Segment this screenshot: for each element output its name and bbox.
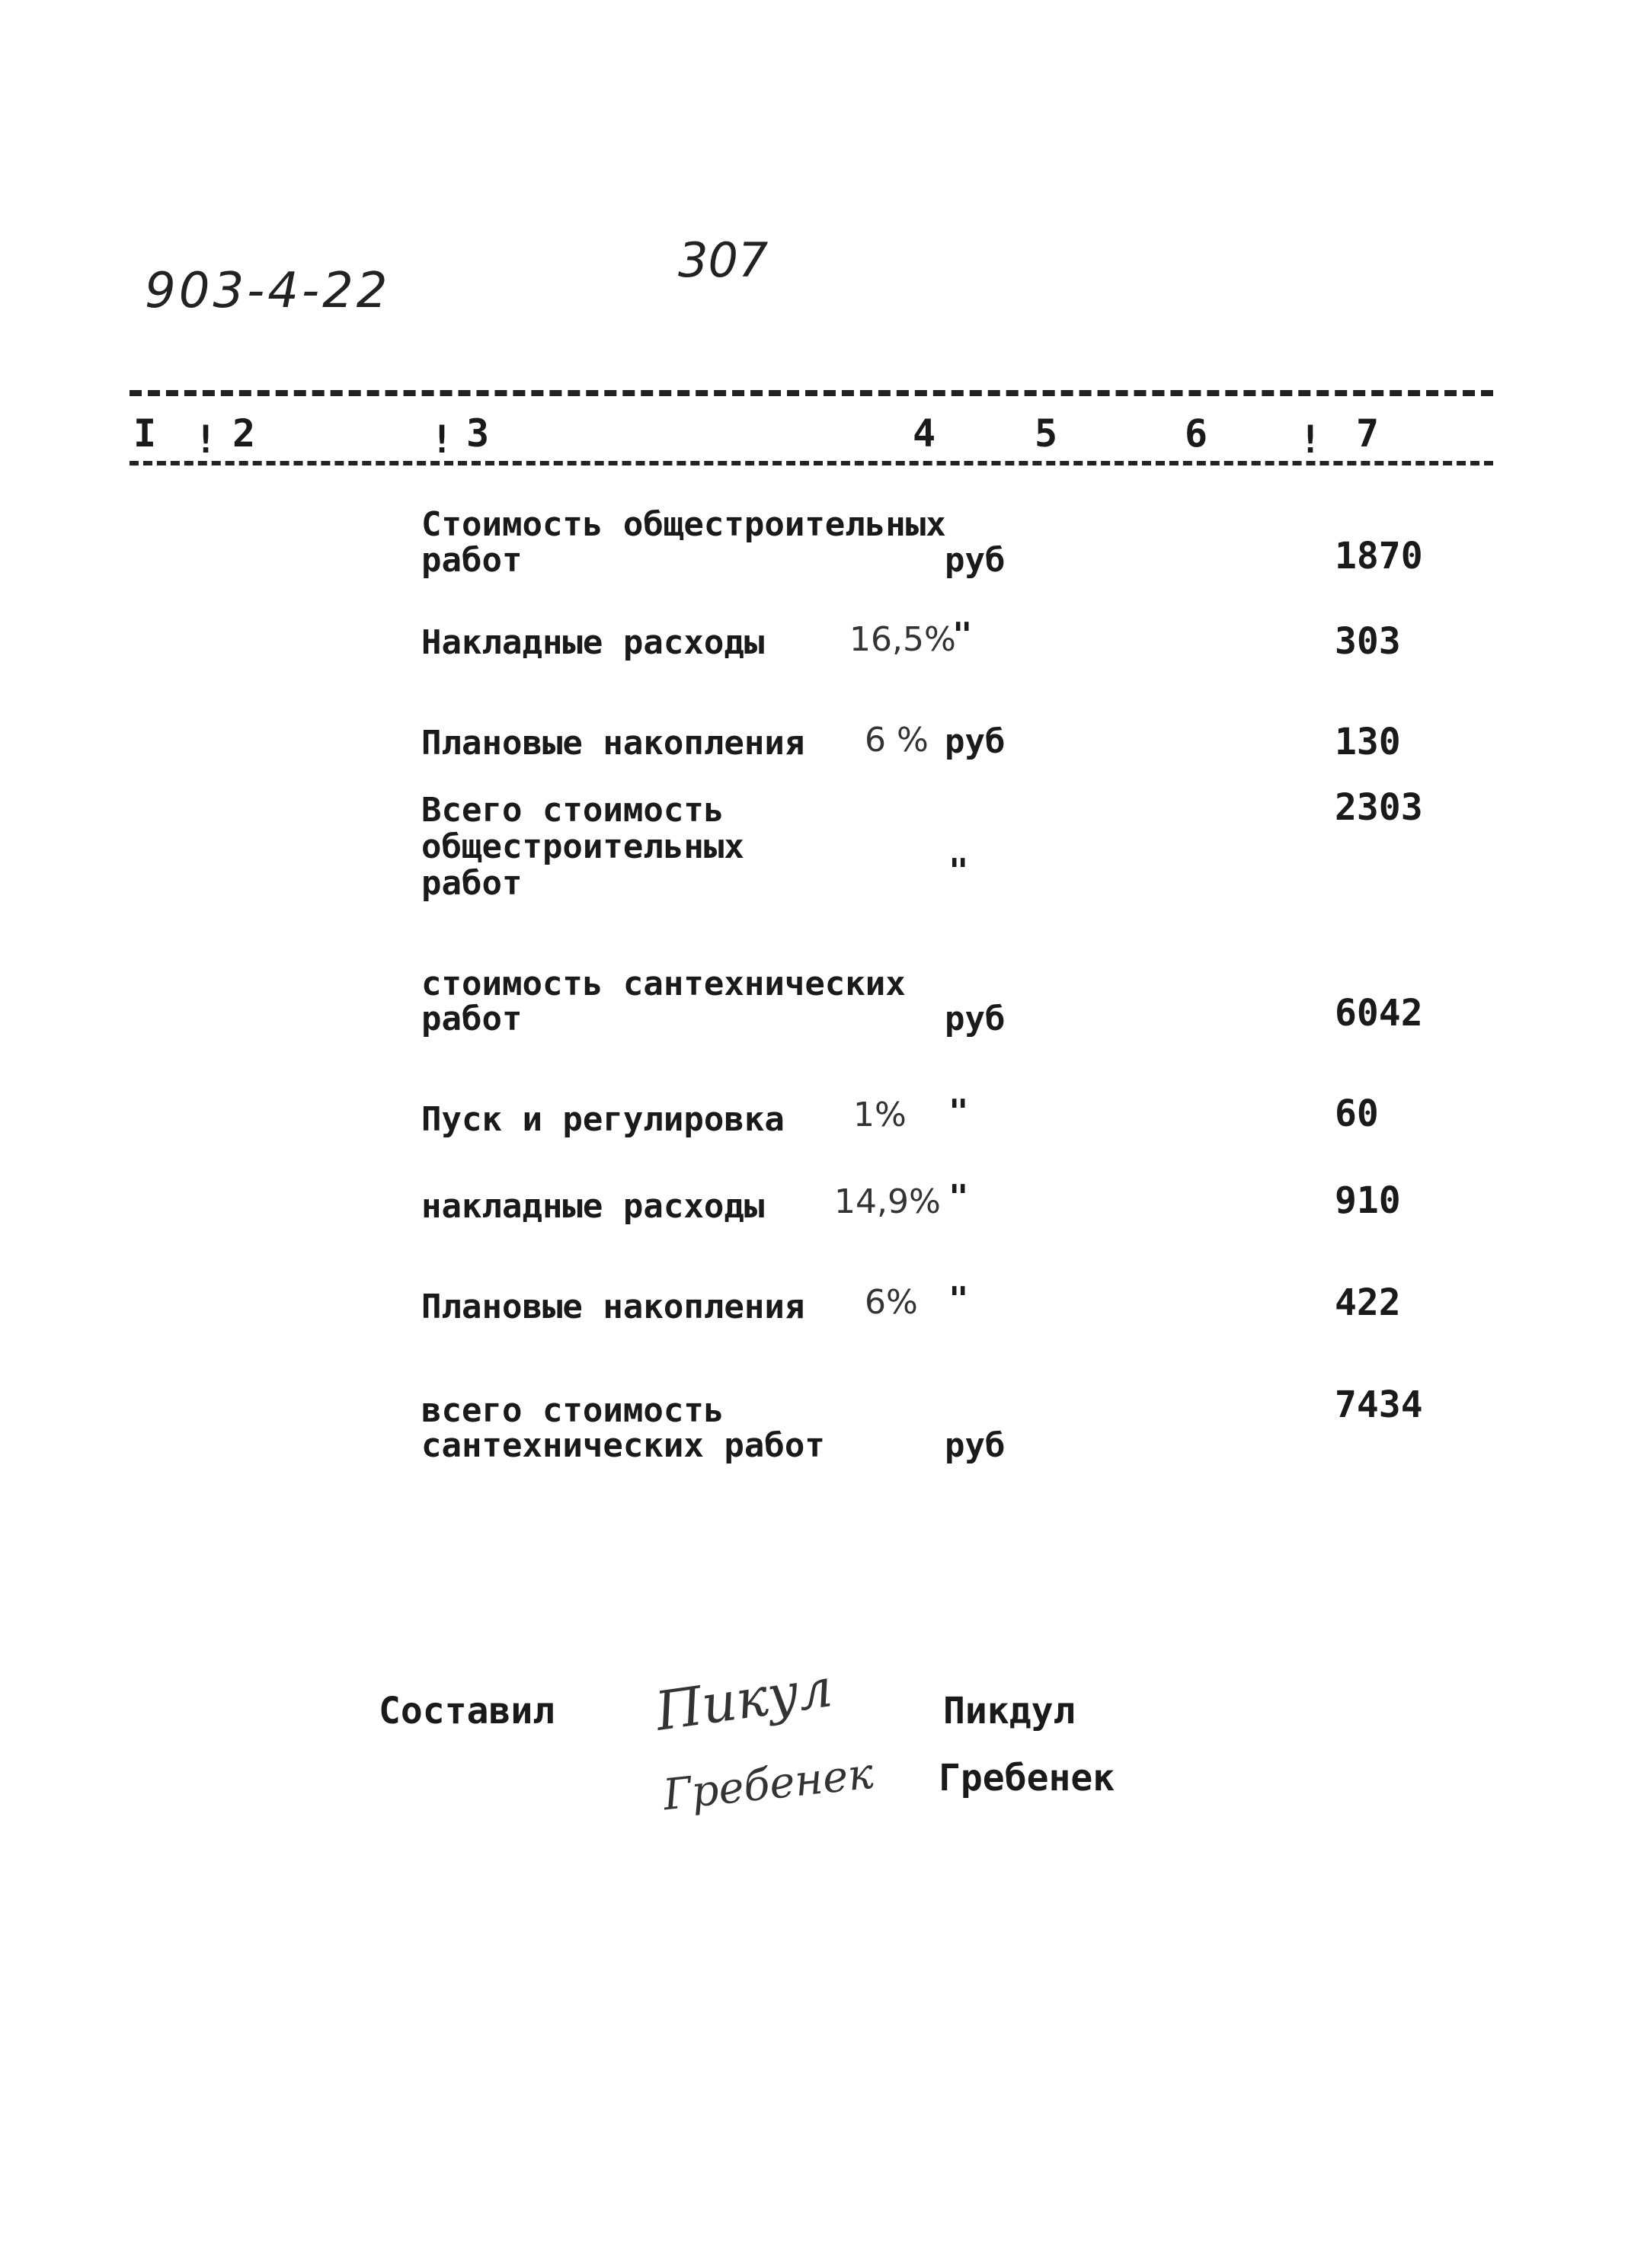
column-separator: ! xyxy=(430,417,454,462)
row-6-label: Пуск и регулировка xyxy=(421,1100,785,1139)
row-1-value: 1870 xyxy=(1335,535,1423,577)
row-1-unit: руб xyxy=(945,541,1006,580)
row-3-unit: руб xyxy=(945,722,1006,761)
row-3-percent: 6 % xyxy=(865,721,929,760)
table-rule-top xyxy=(130,390,1493,396)
column-number-5: 5 xyxy=(1035,411,1058,456)
document-code: 903-4-22 xyxy=(145,263,391,319)
row-4-label-line-3: работ xyxy=(421,864,523,903)
row-4-value: 2303 xyxy=(1335,786,1423,829)
row-4-label-line-1: Всего стоимость xyxy=(421,791,724,830)
handwritten-signature-2: Гребенек xyxy=(660,1748,876,1821)
row-6-value: 60 xyxy=(1335,1092,1379,1135)
row-4-label-line-2: общестроительных xyxy=(421,827,744,866)
table-rule-bottom xyxy=(130,461,1493,465)
column-number-3: 3 xyxy=(466,411,490,456)
column-number-2: 2 xyxy=(232,411,256,456)
page-number: 307 xyxy=(678,232,769,288)
compiled-by-label: Составил xyxy=(379,1690,555,1732)
row-7-value: 910 xyxy=(1335,1179,1401,1222)
row-9-unit: руб xyxy=(945,1426,1006,1465)
column-number-6: 6 xyxy=(1185,411,1208,456)
row-2-value: 303 xyxy=(1335,620,1401,663)
row-5-label-line-1: стоимость сантехнических xyxy=(421,964,906,1003)
row-5-value: 6042 xyxy=(1335,992,1423,1035)
row-7-label: накладные расходы xyxy=(421,1187,765,1226)
column-separator: ! xyxy=(194,417,218,462)
row-7-percent: 14,9% xyxy=(834,1182,941,1221)
row-1-label-line-1: Стоимость общестроительных xyxy=(421,505,946,544)
row-5-label-line-2: работ xyxy=(421,1000,523,1038)
column-number-4: 4 xyxy=(913,411,936,456)
row-9-label-line-2: сантехнических работ xyxy=(421,1426,825,1465)
row-8-value: 422 xyxy=(1335,1281,1401,1324)
row-6-percent: 1% xyxy=(853,1096,907,1134)
compiler-name-1: Пикдул xyxy=(943,1690,1076,1732)
compiler-name-2: Гребенек xyxy=(939,1757,1115,1799)
handwritten-signature-1: Пикул xyxy=(651,1656,836,1743)
row-9-value: 7434 xyxy=(1335,1384,1423,1426)
row-6-unit: " xyxy=(948,1092,969,1131)
row-4-unit: " xyxy=(948,852,969,891)
row-3-value: 130 xyxy=(1335,721,1401,763)
row-2-unit: " xyxy=(952,616,973,654)
column-separator: ! xyxy=(1299,417,1323,462)
row-8-percent: 6% xyxy=(865,1283,918,1322)
row-5-unit: руб xyxy=(945,1000,1006,1038)
row-3-label: Плановые накопления xyxy=(421,724,805,763)
row-8-label: Плановые накопления xyxy=(421,1288,805,1326)
column-number-1: I xyxy=(133,411,157,456)
column-number-7: 7 xyxy=(1356,411,1380,456)
row-7-unit: " xyxy=(948,1178,969,1217)
row-2-percent: 16,5% xyxy=(849,620,956,659)
row-8-unit: " xyxy=(948,1280,969,1319)
row-2-label: Накладные расходы xyxy=(421,623,765,662)
row-9-label-line-1: всего стоимость xyxy=(421,1391,724,1430)
row-1-label-line-2: работ xyxy=(421,541,523,580)
